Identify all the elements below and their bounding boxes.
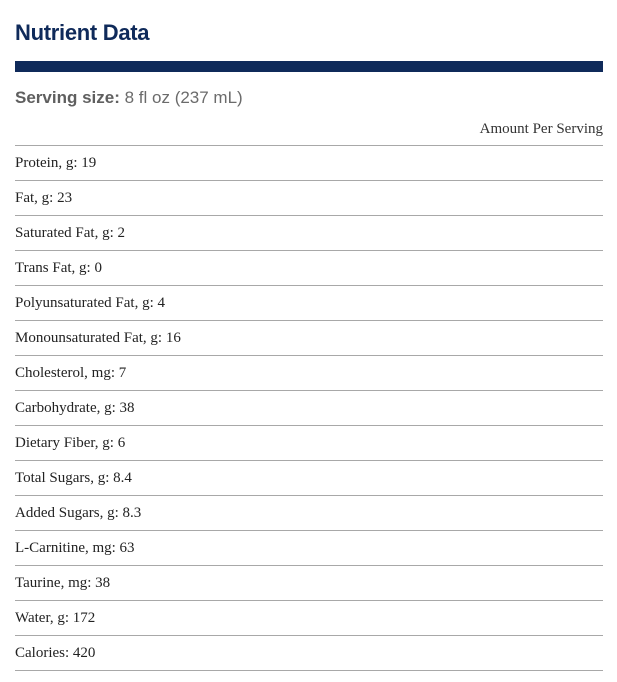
nutrient-row: Polyunsaturated Fat, g: 4: [15, 286, 603, 321]
nutrient-row: Monounsaturated Fat, g: 16: [15, 321, 603, 356]
amount-per-serving-header: Amount Per Serving: [15, 119, 603, 146]
page-title: Nutrient Data: [15, 20, 150, 45]
nutrient-row: Water, g: 172: [15, 601, 603, 636]
nutrient-row: Taurine, mg: 38: [15, 566, 603, 601]
nutrient-row: Carbohydrate, g: 38: [15, 391, 603, 426]
nutrient-list: [15, 146, 603, 671]
nutrient-row: Dietary Fiber, g: 6: [15, 426, 603, 461]
nutrient-row: Added Sugars, g: 8.3: [15, 496, 603, 531]
serving-size-value: 8 fl oz (237 mL): [124, 88, 243, 107]
serving-size: [15, 87, 603, 109]
nutrient-row: Total Sugars, g: 8.4: [15, 461, 603, 496]
nutrient-row: Calories: 420: [15, 636, 603, 671]
nutrient-row: Fat, g: 23: [15, 181, 603, 216]
nutrient-row: Saturated Fat, g: 2: [15, 216, 603, 251]
nutrient-row: Trans Fat, g: 0: [15, 251, 603, 286]
nutrient-row: Protein, g: 19: [15, 146, 603, 181]
nutrient-row: Cholesterol, mg: 7: [15, 356, 603, 391]
nutrient-row: L-Carnitine, mg: 63: [15, 531, 603, 566]
serving-size-label: Serving size:: [15, 88, 120, 107]
heading-bar: [15, 61, 603, 72]
nutrient-data-panel: [15, 0, 603, 671]
